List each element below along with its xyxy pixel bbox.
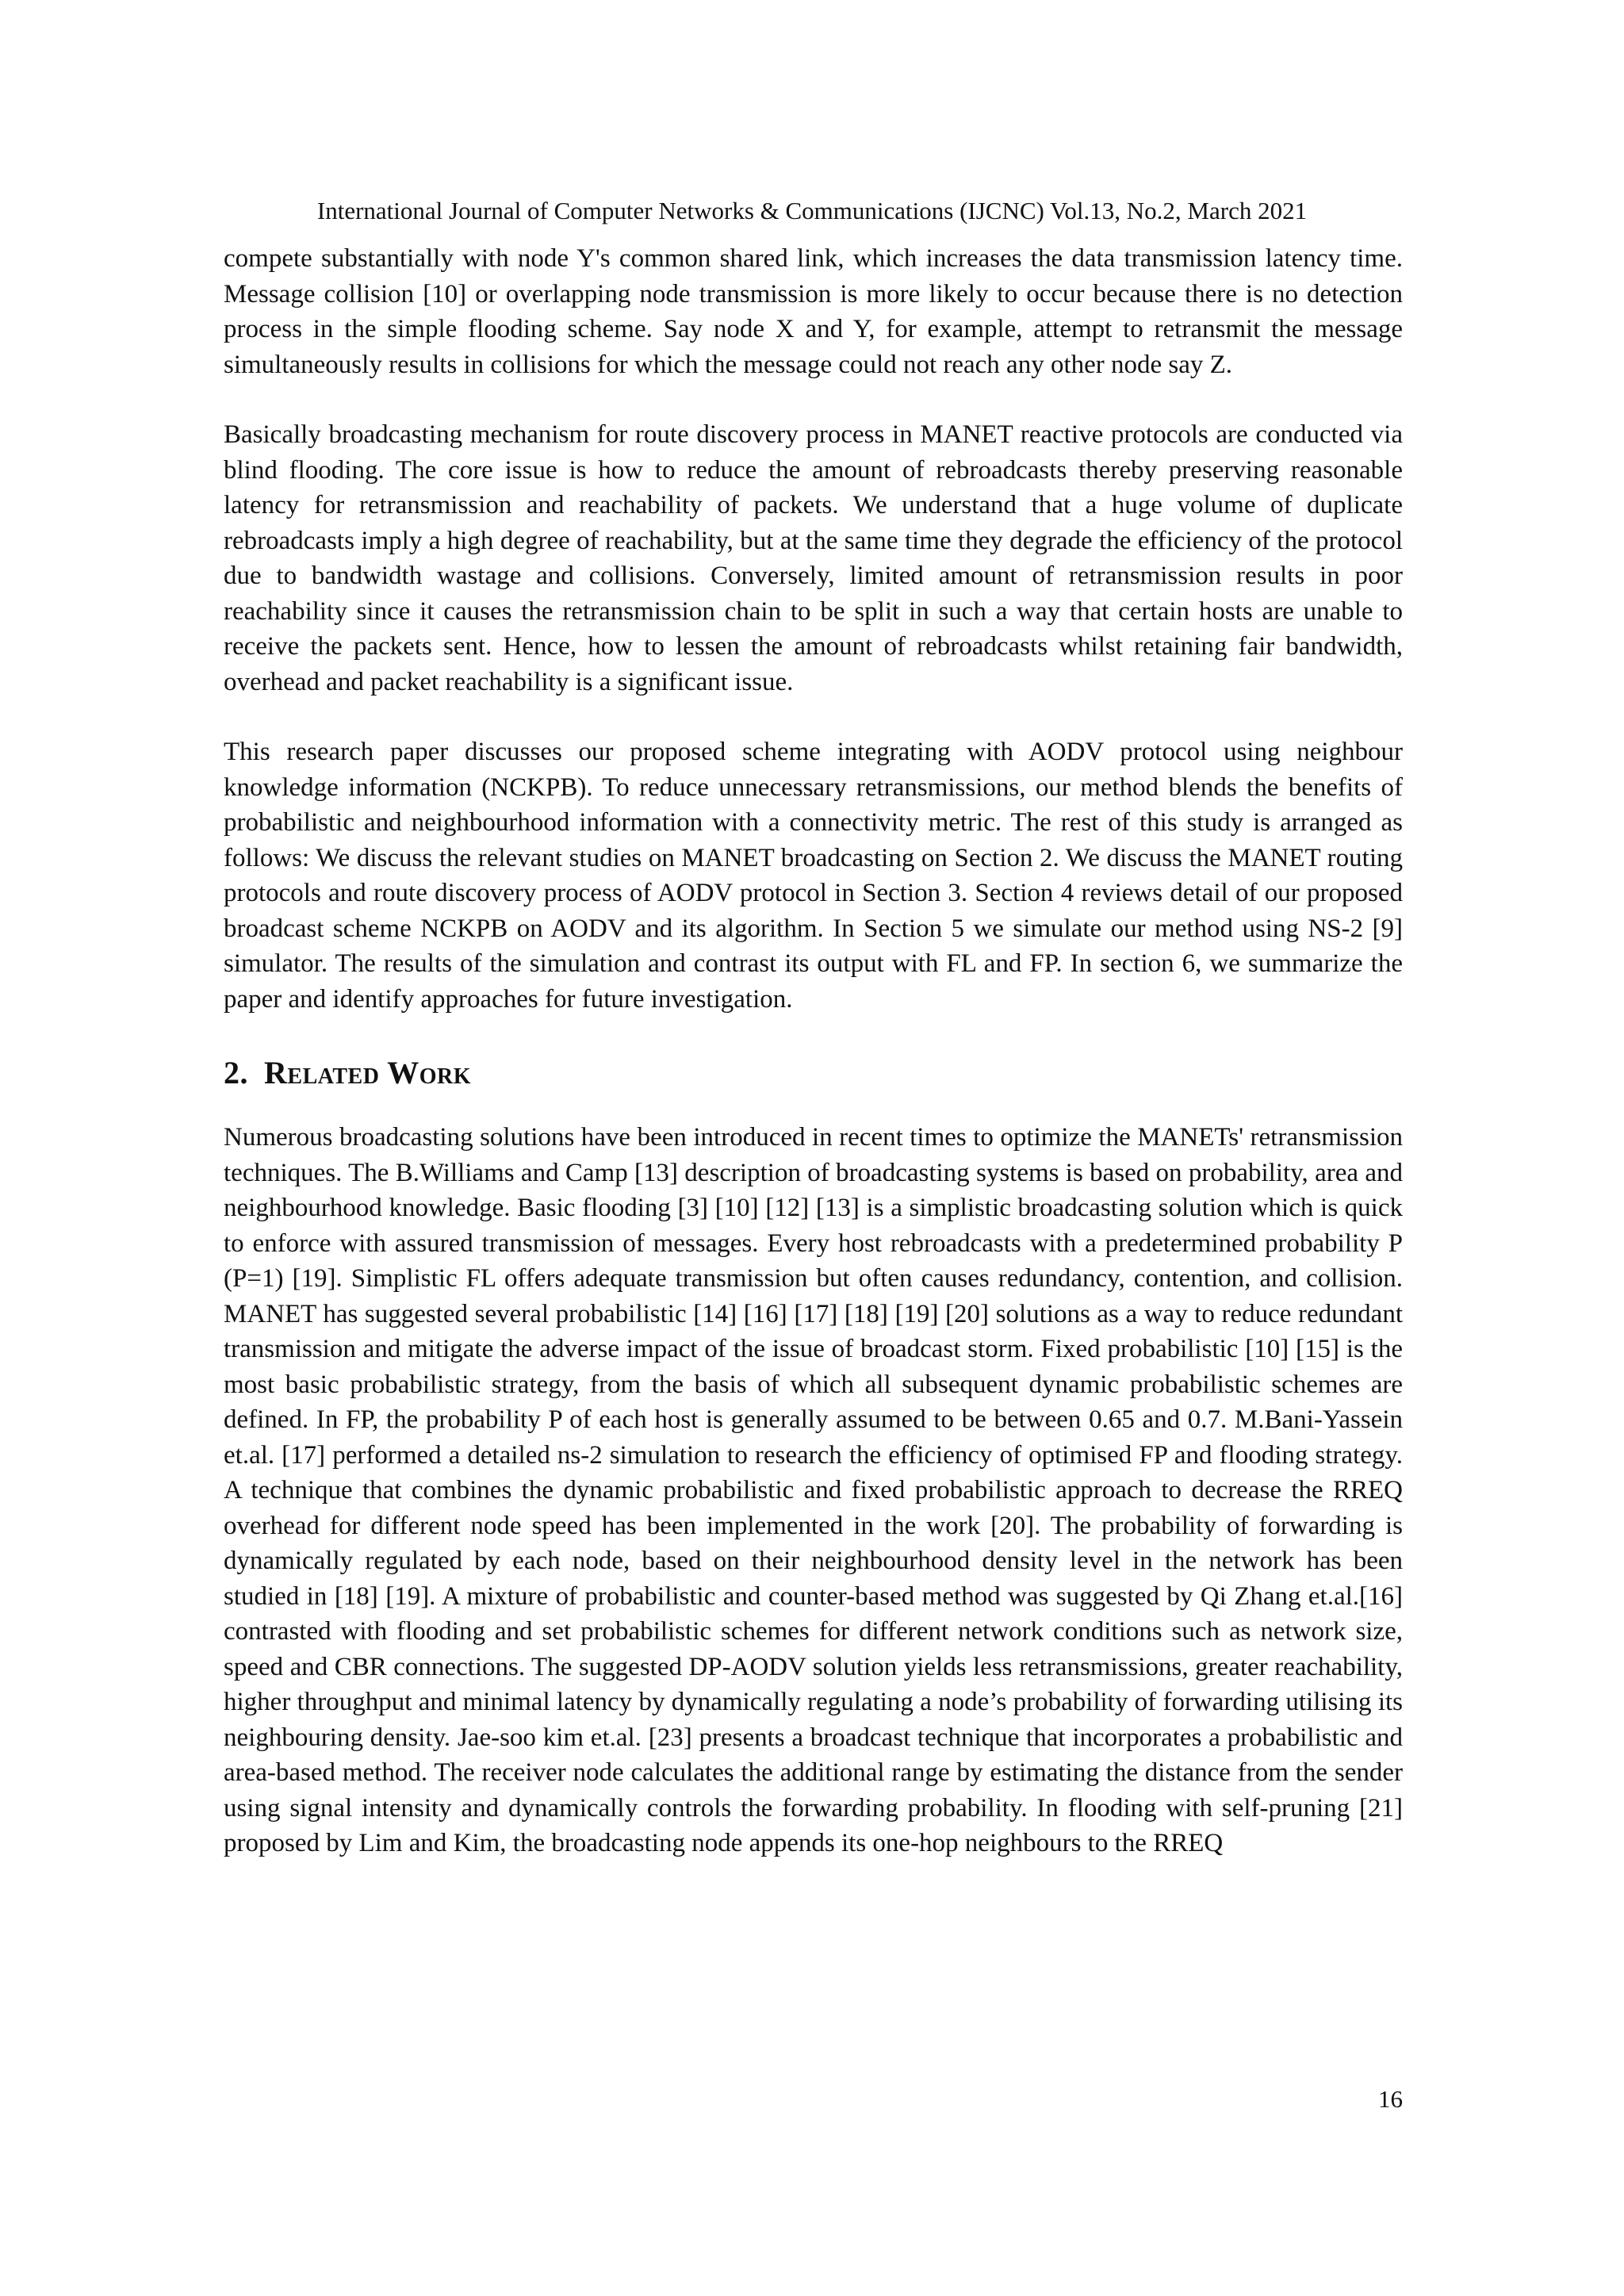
section-paragraph: Numerous broadcasting solutions have been introduced in recent times to optimize the MANETs' retransmission techniques. The B.Williams and Camp [13] description of broadcasting systems is based on probability, area and neighbourhood knowledge. Basic flooding [3] [10] [12] [13] is a simplistic broadcasting solution which is quick to enforce with assured transmission of messages. Every host rebroadcasts with a predetermined probability P (P=1) [19]. Simplistic FL offers adequate transmission but often causes redundancy, contention, and collision. MANET has suggested several probabilistic [14] [16] [17] [18] [19] [20] solutions as a way to reduce redundant transmission and mitigate the adverse impact of the issue of broadcast storm. Fixed probabilistic [10] [15] is the most basic probabilistic strategy, from the basis of which all subsequent dynamic probabilistic schemes are defined. In FP, the probability P of each host is generally assumed to be between 0.65 and 0.7. M.Bani-Yassein et.al. [17] performed a detailed ns-2 simulation to research the efficiency of optimised FP and flooding strategy. A technique that combines the dynamic probabilistic and fixed probabilistic approach to decrease the RREQ overhead for different node speed has been implemented in the work [20]. The probability of forwarding is dynamically regulated by each node, based on their neighbourhood density level in the network has been studied in [18] [19]. A mixture of probabilistic and counter-based method was suggested by Qi Zhang et.al.[16] contrasted with flooding and set probabilistic schemes for different network conditions such as network size, speed and CBR connections. The suggested DP-AODV solution yields less retransmissions, greater reachability, higher throughput and minimal latency by dynamically regulating a node’s probability of forwarding utilising its neighbouring density. Jae-soo kim et.al. [23] presents a broadcast technique that incorporates a probabilistic and area-based method. The receiver node calculates the additional range by estimating the distance from the sender using signal intensity and dynamically controls the forwarding probability. In flooding with self-pruning [21] proposed by Lim and Kim, the broadcasting node appends its one-hop neighbours to the RREQ <box>224 1123 1403 1857</box>
body-paragraph-1: compete substantially with node Y's common shared link, which increases the data transmission latency time. Message collision [10] or overlapping node transmission is more likely to occur because there is no detection process in the simple flooding scheme. Say node X and Y, for example, attempt to retransmit the message simultaneously results in collisions for which the message could not reach any other node say Z. <box>224 244 1403 379</box>
section-title: Related Work <box>264 1055 472 1091</box>
body-paragraph-2: Basically broadcasting mechanism for route discovery process in MANET reactive protocols are conducted via blind flooding. The core issue is how to reduce the amount of rebroadcasts thereby preserving reasonable latency for retransmission and reachability of packets. We understand that a huge volume of duplicate rebroadcasts imply a high degree of reachability, but at the same time they degrade the efficiency of the protocol due to bandwidth wastage and collisions. Conversely, limited amount of retransmission results in poor reachability since it causes the retransmission chain to be split in such a way that certain hosts are unable to receive the packets sent. Hence, how to lessen the amount of rebroadcasts whilst retaining fair bandwidth, overhead and packet reachability is a significant issue. <box>224 420 1403 696</box>
page-number: 16 <box>1378 2085 1403 2113</box>
section-heading <box>224 1053 1403 1093</box>
page-body <box>224 241 1403 1861</box>
body-paragraph-3: This research paper discusses our proposed scheme integrating with AODV protocol using neighbour knowledge information (NCKPB). To reduce unnecessary retransmissions, our method blends the benefits of probabilistic and neighbourhood information with a connectivity metric. The rest of this study is arranged as follows: We discuss the relevant studies on MANET broadcasting on Section 2. We discuss the MANET routing protocols and route discovery process of AODV protocol in Section 3. Section 4 reviews detail of our proposed broadcast scheme NCKPB on AODV and its algorithm. In Section 5 we simulate our method using NS-2 [9] simulator. The results of the simulation and contrast its output with FL and FP. In section 6, we summarize the paper and identify approaches for future investigation. <box>224 738 1403 1014</box>
section-number: 2. <box>224 1055 248 1091</box>
running-header: International Journal of Computer Networks & Communications (IJCNC) Vol.13, No.2, March 2021 <box>316 197 1308 224</box>
